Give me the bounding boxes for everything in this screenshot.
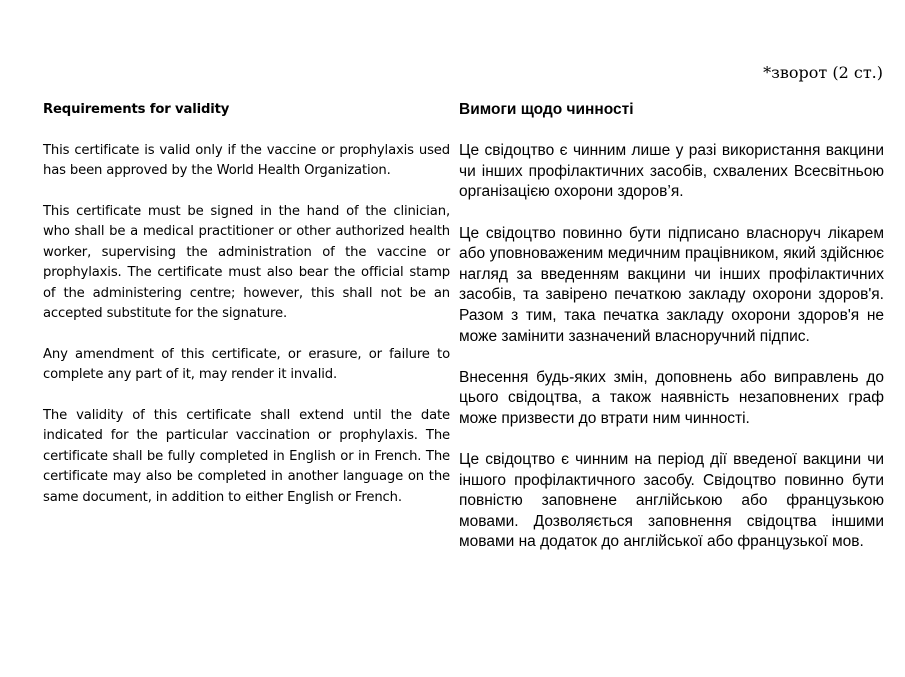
english-paragraph-1: This certificate is valid only if the vaccine or prophylaxis used has been approved by the World Health Organization. bbox=[43, 142, 450, 179]
page-side-note: *зворот (2 ст.) bbox=[763, 63, 883, 82]
english-column bbox=[43, 100, 450, 528]
ukrainian-column bbox=[459, 100, 884, 574]
english-heading: Requirements for validity bbox=[43, 102, 230, 117]
ukrainian-paragraph-1: Це свідоцтво є чинним лише у разі використання вакцини чи інших профілактичних засобів, схвалених Всесвітньою організацією охорони здоров’я. bbox=[459, 142, 884, 201]
english-paragraph-3: Any amendment of this certificate, or erasure, or failure to complete any part of it, may render it invalid. bbox=[43, 346, 450, 383]
ukrainian-heading: Вимоги щодо чинності bbox=[459, 101, 634, 118]
english-paragraph-2: This certificate must be signed in the hand of the clinician, who shall be a medical practitioner or other authorized health worker, supervising the administration of the vaccine or prophylaxis. The certificate must also bear the official stamp of the administering centre; however, this shall not be an accepted substitute for the signature. bbox=[43, 204, 450, 322]
ukrainian-paragraph-3: Внесення будь-яких змін, доповнень або виправлень до цього свідоцтва, а також наявність незаповнених граф може призвести до втрати ним чинності. bbox=[459, 368, 884, 427]
ukrainian-paragraph-4: Це свідоцтво є чинним на період дії введеної вакцини чи іншого профілактичного засобу. Свідоцтво повинно бути повністю заповнене англійською або французькою мовами. Дозволяється заповнення свідоцтва іншими мовами на додаток до англійської або французької мов. bbox=[459, 451, 884, 551]
english-paragraph-4: The validity of this certificate shall extend until the date indicated for the particular vaccination or prophylaxis. The certificate shall be fully completed in English or in French. The certificate may also be completed in another language on the same document, in addition to either English or French. bbox=[43, 408, 450, 505]
ukrainian-paragraph-2: Це свідоцтво повинно бути підписано власноруч лікарем або уповноваженим медичним працівником, який здійснює нагляд за введенням вакцини чи інших профілактичних засобів, та завірено печаткою закладу охорони здоров'я. Разом з тим, така печатка закладу охорони здоров'я не може замінити зазначений власноручний підпис. bbox=[459, 224, 884, 345]
